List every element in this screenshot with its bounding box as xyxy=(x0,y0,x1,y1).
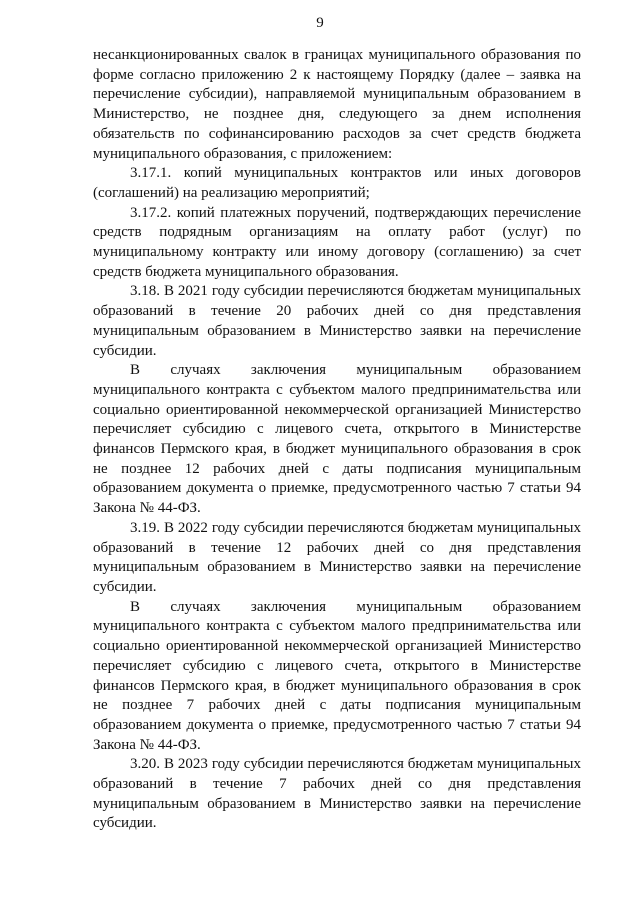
paragraph-3-20: 3.20. В 2023 году субсидии перечисляются бюджетам муниципальных образований в течение 7 рабочих дней со дня представления муниципальным образованием в Министерство заявки на перечисление субсидии. xyxy=(93,756,581,832)
paragraph-3-19: 3.19. В 2022 году субсидии перечисляются бюджетам муниципальных образований в течение 12 рабочих дней со дня представления муниципальным образованием в Министерство заявки на перечисление субсидии. xyxy=(93,519,581,595)
paragraph-3-17-2: 3.17.2. копий платежных поручений, подтверждающих перечисление средств подрядным организациям на оплату работ (услуг) по муниципальному контракту или иному договору (соглашению) за счет средств бюджета муниципального образования. xyxy=(93,204,581,280)
paragraph-3-17-1: 3.17.1. копий муниципальных контрактов или иных договоров (соглашений) на реализацию мероприятий; xyxy=(93,165,581,201)
paragraph-3-18: 3.18. В 2021 году субсидии перечисляются бюджетам муниципальных образований в течение 20 рабочих дней со дня представления муниципальным образованием в Министерство заявки на перечисление субсидии. xyxy=(93,283,581,359)
paragraph-3-18-smp: В случаях заключения муниципальным образованием муниципального контракта с субъектом малого предпринимательства или социально ориентированной некоммерческой организацией Министерство перечисляет субсидию с лицевого счета, открытого в Министерстве финансов Пермского края, в бюджет муниципального образования в срок не позднее 12 рабочих дней с даты подписания муниципальным образованием документа о приемке, предусмотренного частью 7 статьи 94 Закона № 44-ФЗ. xyxy=(93,362,581,517)
paragraph-continuation: несанкционированных свалок в границах муниципального образования по форме согласно приложению 2 к настоящему Порядку (далее – заявка на перечисление субсидии), направляемой муниципальным образованием в Министерство, не позднее дня, следующего за днем исполнения обязательств по софинансированию расходов за счет средств бюджета муниципального образования, с приложением: xyxy=(93,47,581,162)
page-number: 9 xyxy=(316,15,324,31)
paragraph-3-19-smp: В случаях заключения муниципальным образованием муниципального контракта с субъектом малого предпринимательства или социально ориентированной некоммерческой организацией Министерство перечисляет субсидию с лицевого счета, открытого в Министерстве финансов Пермского края, в бюджет муниципального образования в срок не позднее 7 рабочих дней с даты подписания муниципальным образованием документа о приемке, предусмотренного частью 7 статьи 94 Закона № 44-ФЗ. xyxy=(93,598,581,753)
document-body xyxy=(93,46,581,834)
